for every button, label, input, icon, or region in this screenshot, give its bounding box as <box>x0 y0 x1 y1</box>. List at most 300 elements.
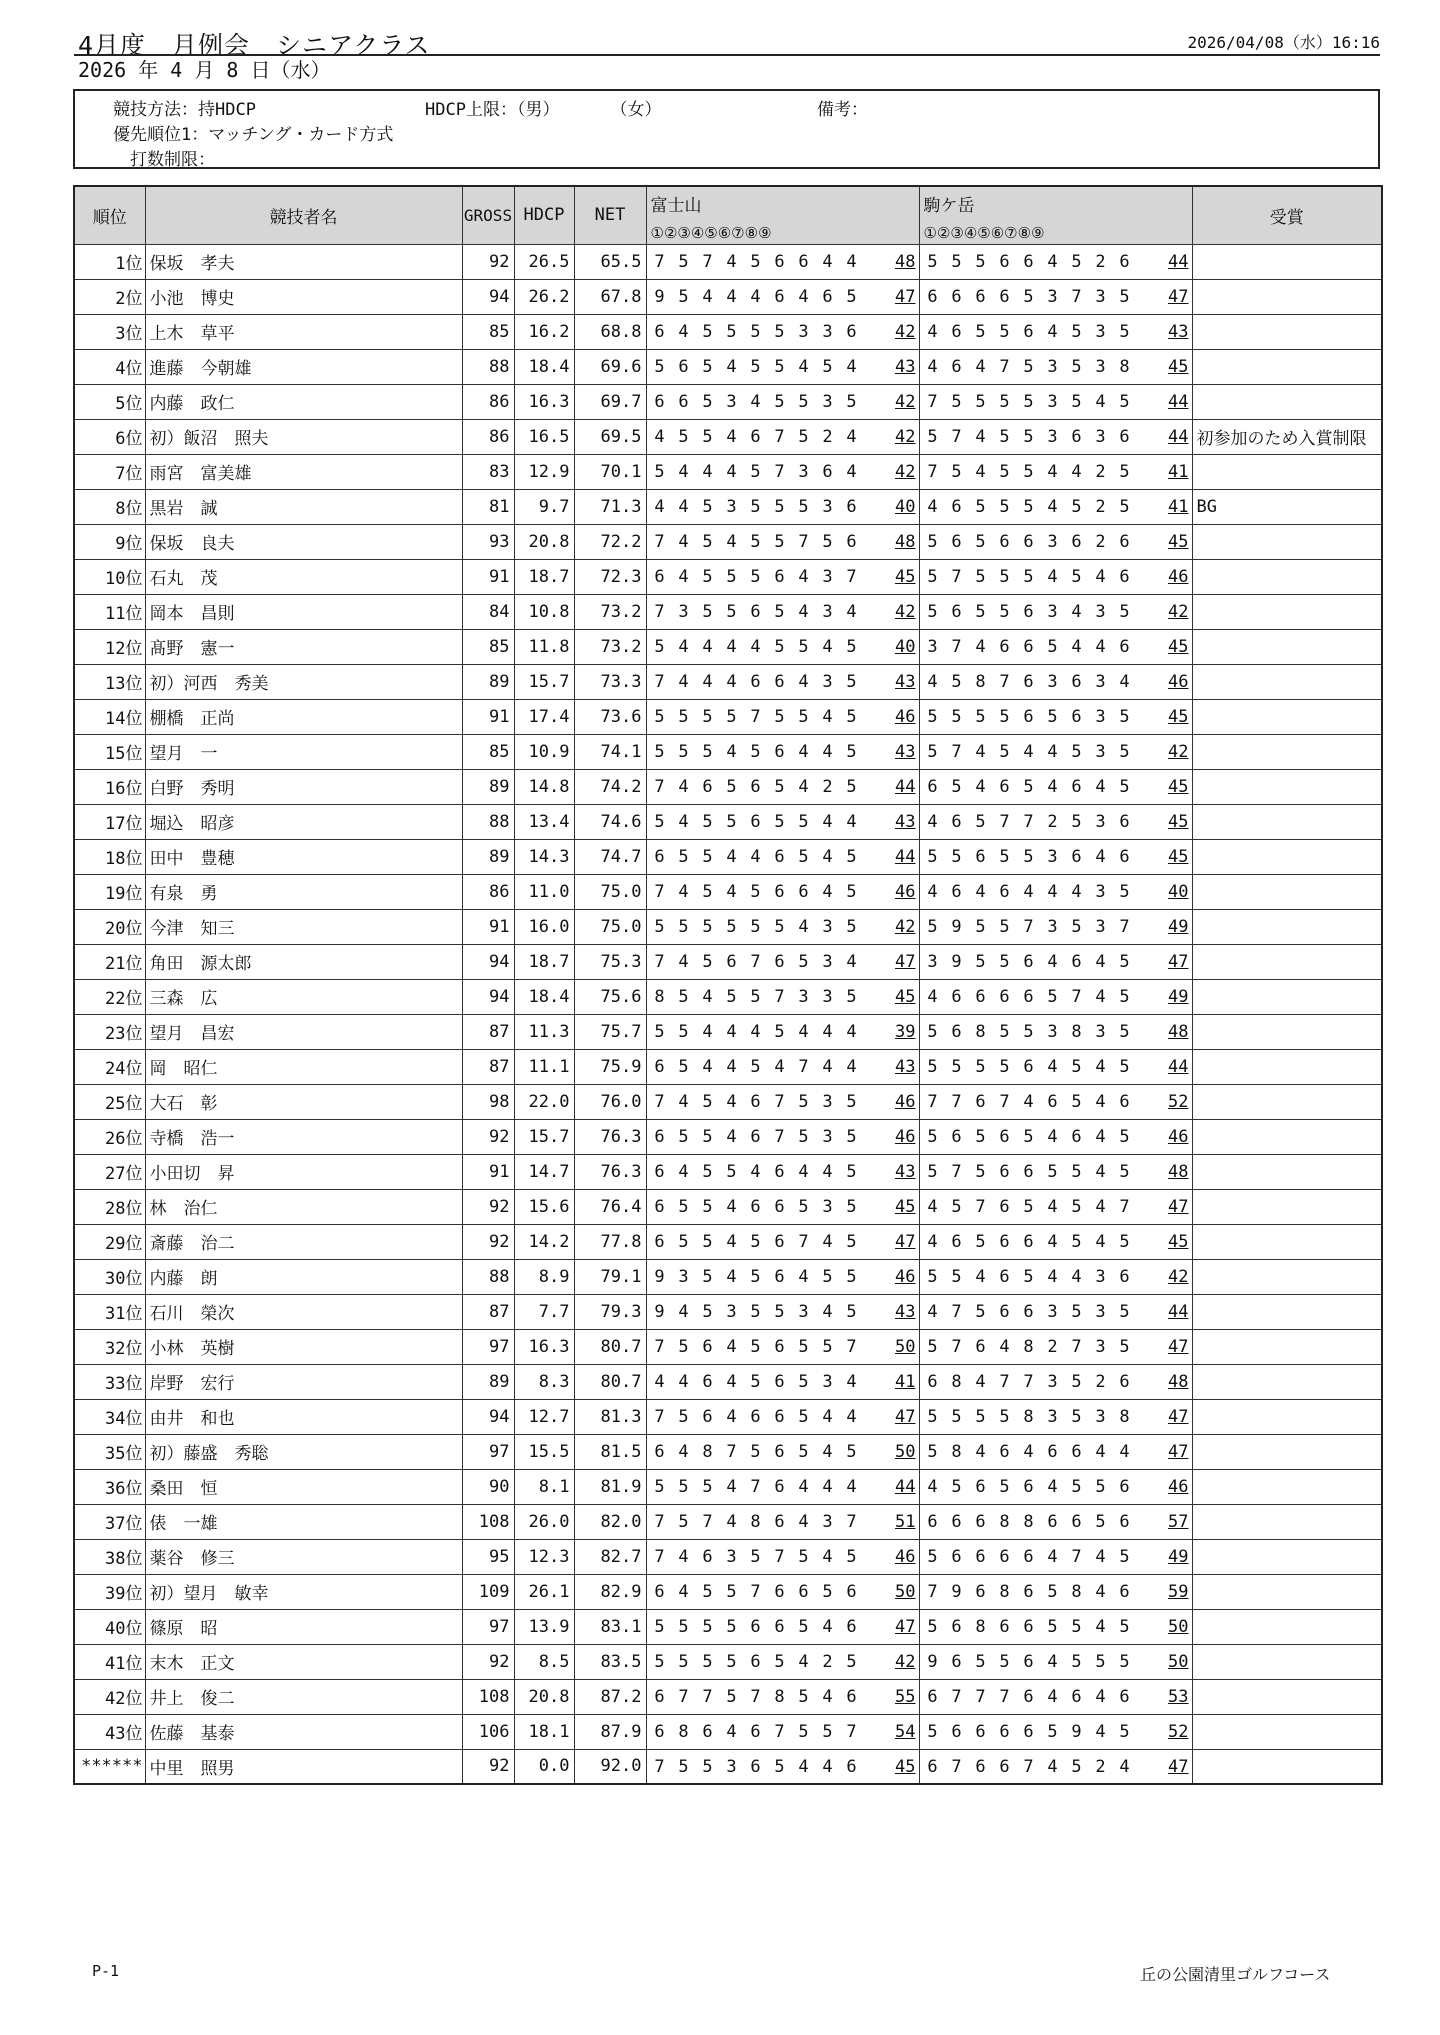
hole-score: 5 <box>999 1021 1010 1042</box>
hole-score: 4 <box>726 846 737 867</box>
hole-score: 4 <box>822 1056 833 1077</box>
hole-score: 4 <box>822 636 833 657</box>
hole-score: 8 <box>951 1371 962 1392</box>
komagatake-total: 44 <box>1168 1056 1189 1077</box>
hole-score: 3 <box>1095 321 1106 342</box>
header-course-fujisan <box>646 186 919 244</box>
rank-cell: 8位 <box>74 489 145 524</box>
player-name-cell: 白野 秀明 <box>145 769 462 804</box>
rank-cell: 35位 <box>74 1434 145 1469</box>
hole-score: 9 <box>927 1651 938 1672</box>
hole-score: 5 <box>846 1126 857 1147</box>
hole-score: 5 <box>702 741 713 762</box>
hole-score: 3 <box>726 496 737 517</box>
hole-score: 4 <box>1047 1651 1058 1672</box>
hole-score: 4 <box>1047 741 1058 762</box>
hole-score: 5 <box>1119 1021 1130 1042</box>
hole-score: 5 <box>846 776 857 797</box>
hole-score: 6 <box>1023 1546 1034 1567</box>
hole-score: 2 <box>1095 461 1106 482</box>
hdcp-cell: 14.3 <box>514 839 574 874</box>
hole-score: 7 <box>750 1581 761 1602</box>
hole-score: 5 <box>951 1196 962 1217</box>
hdcp-cell: 18.7 <box>514 559 574 594</box>
komagatake-total: 45 <box>1168 356 1189 377</box>
fujisan-scores-cell <box>646 1154 919 1189</box>
komagatake-total: 45 <box>1168 846 1189 867</box>
hole-score: 5 <box>1023 846 1034 867</box>
fujisan-total: 43 <box>895 671 916 692</box>
hole-score: 7 <box>927 391 938 412</box>
komagatake-scores-cell <box>919 1049 1192 1084</box>
hole-score: 5 <box>678 741 689 762</box>
komagatake-scores-cell <box>919 1014 1192 1049</box>
hole-score: 4 <box>798 1511 809 1532</box>
komagatake-scores-cell <box>919 1749 1192 1784</box>
hole-score: 4 <box>678 1091 689 1112</box>
fujisan-scores-cell <box>646 1504 919 1539</box>
player-name-cell: 由井 和也 <box>145 1399 462 1434</box>
hole-score: 5 <box>654 1021 665 1042</box>
hole-score: 4 <box>1095 776 1106 797</box>
hole-score: 6 <box>951 1511 962 1532</box>
net-cell: 83.1 <box>574 1609 646 1644</box>
hole-score: 5 <box>654 741 665 762</box>
hole-score: 7 <box>654 251 665 272</box>
hole-score: 4 <box>726 286 737 307</box>
hole-score: 5 <box>750 1371 761 1392</box>
hole-score: 4 <box>1095 1231 1106 1252</box>
hole-score: 6 <box>975 1546 986 1567</box>
hole-score: 4 <box>822 1161 833 1182</box>
hole-score: 5 <box>1023 461 1034 482</box>
hole-score: 3 <box>822 671 833 692</box>
hole-score: 4 <box>975 461 986 482</box>
hole-score: 7 <box>654 1756 665 1777</box>
hole-score: 9 <box>654 1266 665 1287</box>
hole-score: 5 <box>798 706 809 727</box>
hole-score: 2 <box>1047 1336 1058 1357</box>
fujisan-total: 47 <box>895 1231 916 1252</box>
hole-score: 6 <box>774 1476 785 1497</box>
hole-score: 3 <box>822 1196 833 1217</box>
hole-score: 4 <box>726 1126 737 1147</box>
competition-info-box <box>73 89 1380 169</box>
hole-score: 4 <box>726 531 737 552</box>
net-cell: 75.3 <box>574 944 646 979</box>
hdcp-cell: 13.9 <box>514 1609 574 1644</box>
hole-score: 5 <box>1119 706 1130 727</box>
hole-score: 5 <box>1071 741 1082 762</box>
hole-score: 3 <box>798 986 809 1007</box>
hole-score: 6 <box>927 1686 938 1707</box>
hole-score: 5 <box>846 1196 857 1217</box>
hole-score: 6 <box>774 1511 785 1532</box>
hole-score: 5 <box>702 1266 713 1287</box>
hole-score: 5 <box>1071 251 1082 272</box>
hole-score: 4 <box>1023 881 1034 902</box>
komagatake-scores-cell <box>919 1469 1192 1504</box>
komagatake-scores-cell <box>919 1189 1192 1224</box>
table-row <box>74 1329 1382 1364</box>
fujisan-scores-cell <box>646 1049 919 1084</box>
gross-cell: 86 <box>462 874 514 909</box>
hole-score: 4 <box>798 601 809 622</box>
hole-score: 6 <box>1023 1721 1034 1742</box>
hole-score: 7 <box>846 566 857 587</box>
hole-score: 8 <box>975 671 986 692</box>
komagatake-scores-cell <box>919 1224 1192 1259</box>
fujisan-scores-cell <box>646 1329 919 1364</box>
fujisan-scores-cell <box>646 1224 919 1259</box>
hole-score: 5 <box>678 916 689 937</box>
header-gross: GROSS <box>462 186 514 244</box>
priority-rule: 優先順位1：マッチング・カード方式 <box>113 125 394 145</box>
rank-cell: 41位 <box>74 1644 145 1679</box>
fujisan-scores-cell <box>646 559 919 594</box>
hole-score: 3 <box>822 496 833 517</box>
gross-cell: 91 <box>462 1154 514 1189</box>
hole-score: 5 <box>798 1546 809 1567</box>
hole-score: 5 <box>1047 636 1058 657</box>
hole-score: 4 <box>726 1371 737 1392</box>
hdcp-limit: HDCP上限：（男） （女） <box>425 100 662 120</box>
fujisan-total: 44 <box>895 846 916 867</box>
hole-score: 4 <box>798 1651 809 1672</box>
hole-score: 9 <box>951 951 962 972</box>
hole-score: 6 <box>774 741 785 762</box>
hole-score: 3 <box>822 1126 833 1147</box>
hole-numbers-fujisan: ①②③④⑤⑥⑦⑧⑨ <box>650 223 772 242</box>
hole-score: 3 <box>798 1301 809 1322</box>
hole-score: 5 <box>846 671 857 692</box>
komagatake-scores-cell <box>919 699 1192 734</box>
hole-score: 5 <box>975 1161 986 1182</box>
komagatake-scores-cell <box>919 734 1192 769</box>
hole-score: 6 <box>1119 1686 1130 1707</box>
rank-cell: 4位 <box>74 349 145 384</box>
award-cell <box>1192 874 1382 909</box>
fujisan-total: 50 <box>895 1581 916 1602</box>
table-row <box>74 1399 1382 1434</box>
hole-score: 4 <box>1095 1056 1106 1077</box>
hole-score: 6 <box>999 1756 1010 1777</box>
hole-score: 5 <box>798 1686 809 1707</box>
hdcp-cell: 11.3 <box>514 1014 574 1049</box>
hole-score: 5 <box>1071 1056 1082 1077</box>
rank-cell: 43位 <box>74 1714 145 1749</box>
komagatake-scores-cell <box>919 909 1192 944</box>
hole-score: 5 <box>798 496 809 517</box>
hole-score: 7 <box>678 1686 689 1707</box>
hole-score: 5 <box>798 951 809 972</box>
hole-score: 4 <box>678 461 689 482</box>
hole-score: 5 <box>1119 496 1130 517</box>
hdcp-cell: 11.8 <box>514 629 574 664</box>
hole-score: 8 <box>1071 1021 1082 1042</box>
table-row <box>74 1644 1382 1679</box>
hole-score: 5 <box>1071 1756 1082 1777</box>
player-name-cell: 保坂 孝夫 <box>145 244 462 279</box>
hole-score: 5 <box>951 461 962 482</box>
player-name-cell: 石川 榮次 <box>145 1294 462 1329</box>
hole-score: 3 <box>1095 741 1106 762</box>
hole-score: 4 <box>1047 321 1058 342</box>
hole-score: 4 <box>1095 1721 1106 1742</box>
hole-score: 5 <box>678 1056 689 1077</box>
hole-score: 5 <box>774 601 785 622</box>
hole-score: 4 <box>702 671 713 692</box>
fujisan-scores-cell <box>646 699 919 734</box>
hole-score: 6 <box>702 1406 713 1427</box>
hole-score: 5 <box>846 881 857 902</box>
hole-score: 8 <box>1119 1406 1130 1427</box>
hole-score: 6 <box>774 1441 785 1462</box>
hole-score: 5 <box>774 496 785 517</box>
gross-cell: 89 <box>462 664 514 699</box>
fujisan-total: 46 <box>895 1091 916 1112</box>
hole-score: 7 <box>846 1336 857 1357</box>
hole-score: 4 <box>822 1406 833 1427</box>
hole-score: 6 <box>1023 1476 1034 1497</box>
fujisan-scores-cell <box>646 1539 919 1574</box>
hole-score: 6 <box>999 1126 1010 1147</box>
rank-cell: 6位 <box>74 419 145 454</box>
hole-score: 6 <box>774 951 785 972</box>
hole-score: 3 <box>1095 286 1106 307</box>
komagatake-scores-cell <box>919 1644 1192 1679</box>
hole-score: 7 <box>951 426 962 447</box>
table-row <box>74 419 1382 454</box>
hole-score: 5 <box>846 286 857 307</box>
hole-score: 5 <box>1047 1721 1058 1742</box>
table-row <box>74 769 1382 804</box>
net-cell: 74.1 <box>574 734 646 769</box>
hole-score: 6 <box>774 251 785 272</box>
hole-score: 4 <box>702 1056 713 1077</box>
hole-score: 5 <box>1119 391 1130 412</box>
hole-score: 5 <box>678 1616 689 1637</box>
award-cell <box>1192 1329 1382 1364</box>
hole-score: 4 <box>1095 1686 1106 1707</box>
hole-score: 5 <box>726 566 737 587</box>
hole-score: 5 <box>726 1651 737 1672</box>
hole-score: 4 <box>975 426 986 447</box>
hdcp-cell: 15.7 <box>514 1119 574 1154</box>
hole-score: 5 <box>975 1056 986 1077</box>
hole-score: 6 <box>1119 1091 1130 1112</box>
hole-score: 7 <box>951 636 962 657</box>
hole-score: 3 <box>1047 601 1058 622</box>
hole-score: 5 <box>927 1546 938 1567</box>
rank-cell: 39位 <box>74 1574 145 1609</box>
hole-score: 5 <box>798 636 809 657</box>
net-cell: 69.6 <box>574 349 646 384</box>
net-cell: 77.8 <box>574 1224 646 1259</box>
player-name-cell: 黒岩 誠 <box>145 489 462 524</box>
table-row <box>74 1539 1382 1574</box>
hole-score: 7 <box>1071 1336 1082 1357</box>
hole-score: 6 <box>1047 1091 1058 1112</box>
hole-score: 7 <box>951 1756 962 1777</box>
hole-score: 6 <box>1023 671 1034 692</box>
award-cell <box>1192 699 1382 734</box>
komagatake-scores-cell <box>919 1084 1192 1119</box>
hole-score: 6 <box>1119 566 1130 587</box>
hole-score: 5 <box>654 1476 665 1497</box>
hole-score: 4 <box>726 1056 737 1077</box>
rank-cell: 26位 <box>74 1119 145 1154</box>
hole-score: 6 <box>774 671 785 692</box>
hole-score: 5 <box>1023 566 1034 587</box>
hole-score: 5 <box>975 496 986 517</box>
hole-score: 4 <box>1047 1686 1058 1707</box>
hole-score: 5 <box>1119 1651 1130 1672</box>
hdcp-cell: 7.7 <box>514 1294 574 1329</box>
hole-score: 6 <box>975 1336 986 1357</box>
hole-score: 5 <box>927 1336 938 1357</box>
gross-cell: 89 <box>462 1364 514 1399</box>
hole-score: 5 <box>798 1406 809 1427</box>
komagatake-total: 48 <box>1168 1371 1189 1392</box>
hole-score: 5 <box>1023 1021 1034 1042</box>
net-cell: 82.7 <box>574 1539 646 1574</box>
gross-cell: 85 <box>462 629 514 664</box>
page-number: P-1 <box>92 1962 120 1980</box>
fujisan-total: 46 <box>895 1546 916 1567</box>
award-cell <box>1192 349 1382 384</box>
hole-score: 6 <box>1071 846 1082 867</box>
net-cell: 76.3 <box>574 1119 646 1154</box>
hole-score: 6 <box>822 461 833 482</box>
hole-score: 5 <box>927 1056 938 1077</box>
hole-score: 5 <box>975 916 986 937</box>
komagatake-total: 52 <box>1168 1721 1189 1742</box>
award-cell <box>1192 524 1382 559</box>
net-cell: 76.3 <box>574 1154 646 1189</box>
hole-score: 4 <box>846 1021 857 1042</box>
hole-score: 5 <box>726 1161 737 1182</box>
hole-score: 5 <box>1071 1371 1082 1392</box>
hole-score: 5 <box>846 706 857 727</box>
hole-score: 6 <box>750 1651 761 1672</box>
hole-score: 6 <box>1047 1441 1058 1462</box>
award-cell <box>1192 839 1382 874</box>
hole-score: 5 <box>846 636 857 657</box>
hole-score: 5 <box>702 1581 713 1602</box>
hole-score: 4 <box>1047 1756 1058 1777</box>
fujisan-total: 43 <box>895 1056 916 1077</box>
hole-score: 3 <box>1047 286 1058 307</box>
hole-score: 5 <box>951 1056 962 1077</box>
hole-score: 4 <box>1095 1161 1106 1182</box>
hole-score: 5 <box>750 1266 761 1287</box>
hole-score: 5 <box>702 881 713 902</box>
hole-score: 5 <box>927 1161 938 1182</box>
hole-score: 4 <box>822 1021 833 1042</box>
hole-score: 4 <box>798 1021 809 1042</box>
hole-score: 3 <box>1047 1021 1058 1042</box>
komagatake-total: 49 <box>1168 1546 1189 1567</box>
hole-score: 6 <box>846 321 857 342</box>
hole-score: 5 <box>1071 496 1082 517</box>
hole-score: 4 <box>1047 1476 1058 1497</box>
hole-score: 7 <box>774 1091 785 1112</box>
hdcp-cell: 20.8 <box>514 524 574 559</box>
hole-score: 6 <box>846 1581 857 1602</box>
hole-score: 4 <box>726 1511 737 1532</box>
player-name-cell: 小田切 昇 <box>145 1154 462 1189</box>
komagatake-total: 40 <box>1168 881 1189 902</box>
hole-score: 5 <box>1023 1266 1034 1287</box>
fujisan-total: 46 <box>895 881 916 902</box>
gross-cell: 89 <box>462 839 514 874</box>
hole-score: 5 <box>1047 986 1058 1007</box>
hole-score: 8 <box>951 1441 962 1462</box>
hole-score: 7 <box>702 1511 713 1532</box>
hole-score: 4 <box>678 811 689 832</box>
hole-score: 5 <box>927 741 938 762</box>
hole-score: 3 <box>822 916 833 937</box>
hole-score: 6 <box>1119 1266 1130 1287</box>
hole-score: 6 <box>702 1546 713 1567</box>
hdcp-cell: 18.1 <box>514 1714 574 1749</box>
hole-score: 5 <box>654 811 665 832</box>
hole-score: 5 <box>846 1441 857 1462</box>
hole-score: 3 <box>726 391 737 412</box>
hdcp-cell: 8.9 <box>514 1259 574 1294</box>
hdcp-cell: 18.7 <box>514 944 574 979</box>
hole-score: 9 <box>654 286 665 307</box>
hole-score: 5 <box>774 531 785 552</box>
hole-score: 5 <box>846 986 857 1007</box>
hole-score: 4 <box>975 356 986 377</box>
hole-score: 5 <box>999 706 1010 727</box>
table-row <box>74 804 1382 839</box>
hole-score: 5 <box>822 356 833 377</box>
hole-score: 4 <box>1047 251 1058 272</box>
hole-score: 6 <box>1023 1231 1034 1252</box>
hole-score: 7 <box>999 671 1010 692</box>
hole-score: 5 <box>1071 1196 1082 1217</box>
fujisan-total: 54 <box>895 1721 916 1742</box>
hole-score: 6 <box>975 1756 986 1777</box>
net-cell: 79.3 <box>574 1294 646 1329</box>
rank-cell: 36位 <box>74 1469 145 1504</box>
table-row <box>74 1259 1382 1294</box>
hole-score: 4 <box>1047 1546 1058 1567</box>
gross-cell: 87 <box>462 1049 514 1084</box>
hole-score: 3 <box>678 1266 689 1287</box>
hole-score: 5 <box>750 356 761 377</box>
hole-score: 5 <box>1023 356 1034 377</box>
hole-score: 7 <box>951 566 962 587</box>
player-name-cell: 佐藤 基泰 <box>145 1714 462 1749</box>
hole-score: 5 <box>1023 776 1034 797</box>
table-row <box>74 629 1382 664</box>
award-cell <box>1192 1539 1382 1574</box>
hole-score: 5 <box>750 1301 761 1322</box>
player-name-cell: 大石 彰 <box>145 1084 462 1119</box>
hdcp-cell: 10.9 <box>514 734 574 769</box>
hole-score: 3 <box>1047 916 1058 937</box>
hole-score: 5 <box>927 566 938 587</box>
hole-score: 5 <box>726 916 737 937</box>
hole-score: 6 <box>999 251 1010 272</box>
hole-score: 4 <box>822 1441 833 1462</box>
hole-score: 4 <box>702 636 713 657</box>
hole-score: 4 <box>1047 881 1058 902</box>
